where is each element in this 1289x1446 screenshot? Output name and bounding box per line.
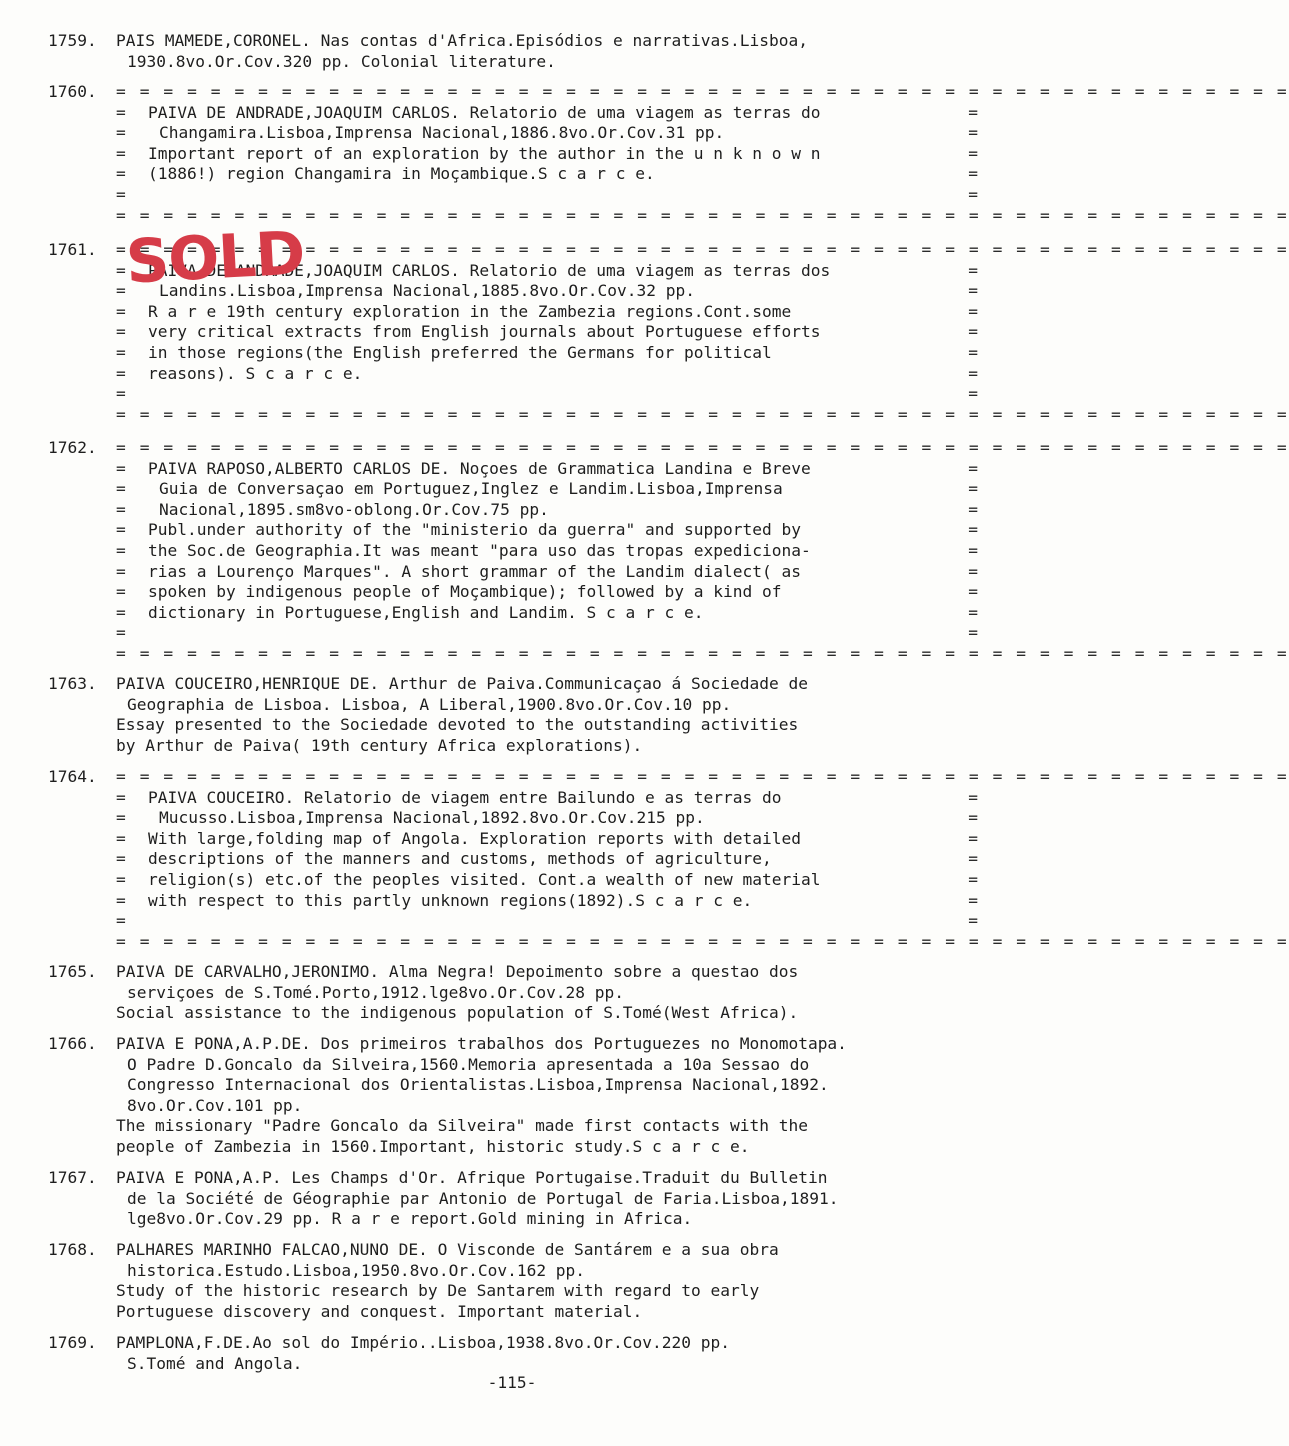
entry-line: Social assistance to the indigenous population of S.Tomé(West Africa). [116, 1003, 799, 1023]
box-border-bottom: = = = = = = = = = = = = = = = = = = = = = = = = = = = = = = = = = = = = = = = = = = = = = = = = = = [116, 404, 1289, 424]
box-border-left: = = = = = [116, 102, 126, 204]
entry-number: 1763. [48, 674, 97, 693]
entry-line: PAIVA COUCEIRO,HENRIQUE DE. Arthur de Paiva.Communicaçao á Sociedade de [116, 674, 808, 693]
entry-line: Landins.Lisboa,Imprensa Nacional,1885.8vo.Or.Cov.32 pp. [159, 281, 696, 301]
entry-line: R a r e 19th century exploration in the Zambezia regions.Cont.some [148, 301, 792, 321]
catalog-entry-1766 [48, 1034, 978, 1158]
box-border-bottom: = = = = = = = = = = = = = = = = = = = = = = = = = = = = = = = = = = = = = = = = = = = = = = = = = = [116, 205, 1289, 225]
entry-line: PAIVA COUCEIRO. Relatorio de viagem entre Bailundo e as terras do [148, 787, 782, 807]
entry-line: dictionary in Portuguese,English and Landim. S c a r c e. [148, 602, 704, 622]
entry-line: Important report of an exploration by the author in the u n k n o w n [148, 143, 821, 163]
entry-line: Mucusso.Lisboa,Imprensa Nacional,1892.8vo.Or.Cov.215 pp. [159, 808, 705, 828]
catalog-entry-1769 [48, 1333, 978, 1374]
entry-number: 1761. [48, 240, 97, 259]
entry-number: 1765. [48, 962, 97, 981]
entry-number: 1768. [48, 1240, 97, 1259]
entry-line: historica.Estudo.Lisboa,1950.8vo.Or.Cov.162 pp. [127, 1260, 586, 1280]
entry-line: very critical extracts from English journals about Portuguese efforts [148, 322, 821, 342]
entry-line: rias a Lourenço Marques". A short grammar of the Landim dialect( as [148, 561, 801, 581]
entry-line: religion(s) etc.of the peoples visited. Cont.a wealth of new material [148, 869, 821, 889]
entry-line: Changamira.Lisboa,Imprensa Nacional,1886.8vo.Or.Cov.31 pp. [159, 123, 725, 143]
entry-line: spoken by indigenous people of Moçambique); followed by a kind of [148, 582, 782, 602]
entry-line: Study of the historic research by De Santarem with regard to early [116, 1281, 760, 1301]
catalog-entry-1764 [48, 767, 1289, 952]
entry-line: Guia de Conversaçao em Portuguez,Inglez e Landim.Lisboa,Imprensa [159, 479, 783, 499]
box-border-top: = = = = = = = = = = = = = = = = = = = = = = = = = = = = = = = = = = = = = = = = = = = = = = = = = = [116, 82, 1289, 101]
catalog-entry-1763 [48, 674, 978, 756]
entry-line: S.Tomé and Angola. [127, 1353, 303, 1373]
entry-line: The missionary "Padre Goncalo da Silveira" made first contacts with the [116, 1116, 808, 1136]
entry-line: Congresso Internacional dos Orientalistas.Lisboa,Imprensa Nacional,1892. [127, 1075, 829, 1095]
entry-line: by Arthur de Paiva( 19th century Africa explorations). [116, 735, 643, 755]
entry-line: serviçoes de S.Tomé.Porto,1912.lge8vo.Or.Cov.28 pp. [127, 982, 625, 1002]
box-border-right: = = = = = = = [968, 787, 978, 931]
box-border-top: = = = = = = = = = = = = = = = = = = = = = = = = = = = = = = = = = = = = = = = = = = = = = = = = = = [116, 438, 1289, 457]
entry-line: reasons). S c a r c e. [148, 363, 363, 383]
catalog-entry-1768 [48, 1240, 978, 1322]
entry-line: Portuguese discovery and conquest. Important material. [116, 1301, 643, 1321]
box-border-top: = = = = = = = = = = = = = = = = = = = = = = = = = = = = = = = = = = = = = = = = = = = = = = = = = = [116, 240, 1289, 259]
entry-line: Geographia de Lisboa. Lisboa, A Liberal,1900.8vo.Or.Cov.10 pp. [127, 694, 732, 714]
catalog-entry-1759 [48, 31, 978, 72]
entry-number: 1767. [48, 1168, 97, 1187]
entry-line: PAIVA E PONA,A.P.DE. Dos primeiros trabalhos dos Portuguezes no Monomotapa. [116, 1034, 847, 1053]
sold-stamp: SOLD [124, 218, 306, 298]
entry-number: 1764. [48, 767, 97, 786]
entry-line: PAIVA DE CARVALHO,JERONIMO. Alma Negra! Depoimento sobre a questao dos [116, 962, 799, 981]
entry-line: PAIVA RAPOSO,ALBERTO CARLOS DE. Noçoes de Grammatica Landina e Breve [148, 458, 811, 478]
entry-line: PAMPLONA,F.DE.Ao sol do Império..Lisboa,1938.8vo.Or.Cov.220 pp. [116, 1333, 730, 1352]
entry-line: (1886!) region Changamira in Moçambique.S c a r c e. [148, 164, 655, 184]
entry-number: 1769. [48, 1333, 97, 1352]
box-border-bottom: = = = = = = = = = = = = = = = = = = = = = = = = = = = = = = = = = = = = = = = = = = = = = = = = = = [116, 931, 1289, 951]
box-border-top: = = = = = = = = = = = = = = = = = = = = = = = = = = = = = = = = = = = = = = = = = = = = = = = = = = [116, 767, 1289, 786]
entry-line: PALHARES MARINHO FALCAO,NUNO DE. O Visconde de Santárem e a sua obra [116, 1240, 779, 1259]
entry-line: Essay presented to the Sociedade devoted to the outstanding activities [116, 715, 799, 735]
entry-line: 1930.8vo.Or.Cov.320 pp. Colonial literature. [127, 51, 556, 71]
catalog-entry-1765 [48, 962, 978, 1024]
entry-line: the Soc.de Geographia.It was meant "para uso das tropas expediciona- [148, 540, 811, 560]
box-border-left: = = = = = = = [116, 260, 126, 404]
box-border-right: = = = = = [968, 102, 978, 204]
catalog-entry-1760 [48, 82, 1289, 226]
entry-line: With large,folding map of Angola. Exploration reports with detailed [148, 828, 801, 848]
entry-number: 1762. [48, 438, 97, 457]
box-border-left: = = = = = = = [116, 787, 126, 931]
entry-number: 1759. [48, 31, 97, 50]
page-number: -115- [487, 1373, 537, 1392]
catalog-entry-1762 [48, 438, 1289, 665]
entry-line: PAIVA E PONA,A.P. Les Champs d'Or. Afrique Portugaise.Traduit du Bulletin [116, 1168, 828, 1187]
box-border-right: = = = = = = = = = [968, 458, 978, 643]
entry-line: with respect to this partly unknown regions(1892).S c a r c e. [148, 890, 753, 910]
entry-box [116, 438, 1289, 665]
entry-line: PAIVA DE ANDRADE,JOAQUIM CARLOS. Relatorio de uma viagem as terras dos [148, 260, 831, 280]
box-border-bottom: = = = = = = = = = = = = = = = = = = = = = = = = = = = = = = = = = = = = = = = = = = = = = = = = = = [116, 643, 1289, 663]
entry-box [116, 82, 1289, 226]
entry-number: 1766. [48, 1034, 97, 1053]
entry-line: lge8vo.Or.Cov.29 pp. R a r e report.Gold mining in Africa. [127, 1209, 693, 1229]
entry-line: Publ.under authority of the "ministerio da guerra" and supported by [148, 520, 801, 540]
entry-line: O Padre D.Goncalo da Silveira,1560.Memoria apresentada a 10a Sessao do [127, 1054, 810, 1074]
entry-line: people of Zambezia in 1560.Important, historic study.S c a r c e. [116, 1136, 750, 1156]
entry-box [116, 767, 1289, 952]
entry-number: 1760. [48, 82, 97, 101]
box-border-right: = = = = = = = [968, 260, 978, 404]
entry-line: descriptions of the manners and customs, methods of agriculture, [148, 849, 772, 869]
entry-line: PAIVA DE ANDRADE,JOAQUIM CARLOS. Relatorio de uma viagem as terras do [148, 102, 821, 122]
entry-line: de la Société de Géographie par Antonio de Portugal de Faria.Lisboa,1891. [127, 1188, 839, 1208]
entry-line: 8vo.Or.Cov.101 pp. [127, 1095, 303, 1115]
entry-line: PAIS MAMEDE,CORONEL. Nas contas d'Africa.Episódios e narrativas.Lisboa, [116, 31, 808, 50]
entry-line: Nacional,1895.sm8vo-oblong.Or.Cov.75 pp. [159, 499, 549, 519]
catalog-entry-1767 [48, 1168, 978, 1230]
box-border-left: = = = = = = = = = [116, 458, 126, 643]
entry-line: in those regions(the English preferred the Germans for political [148, 342, 772, 362]
